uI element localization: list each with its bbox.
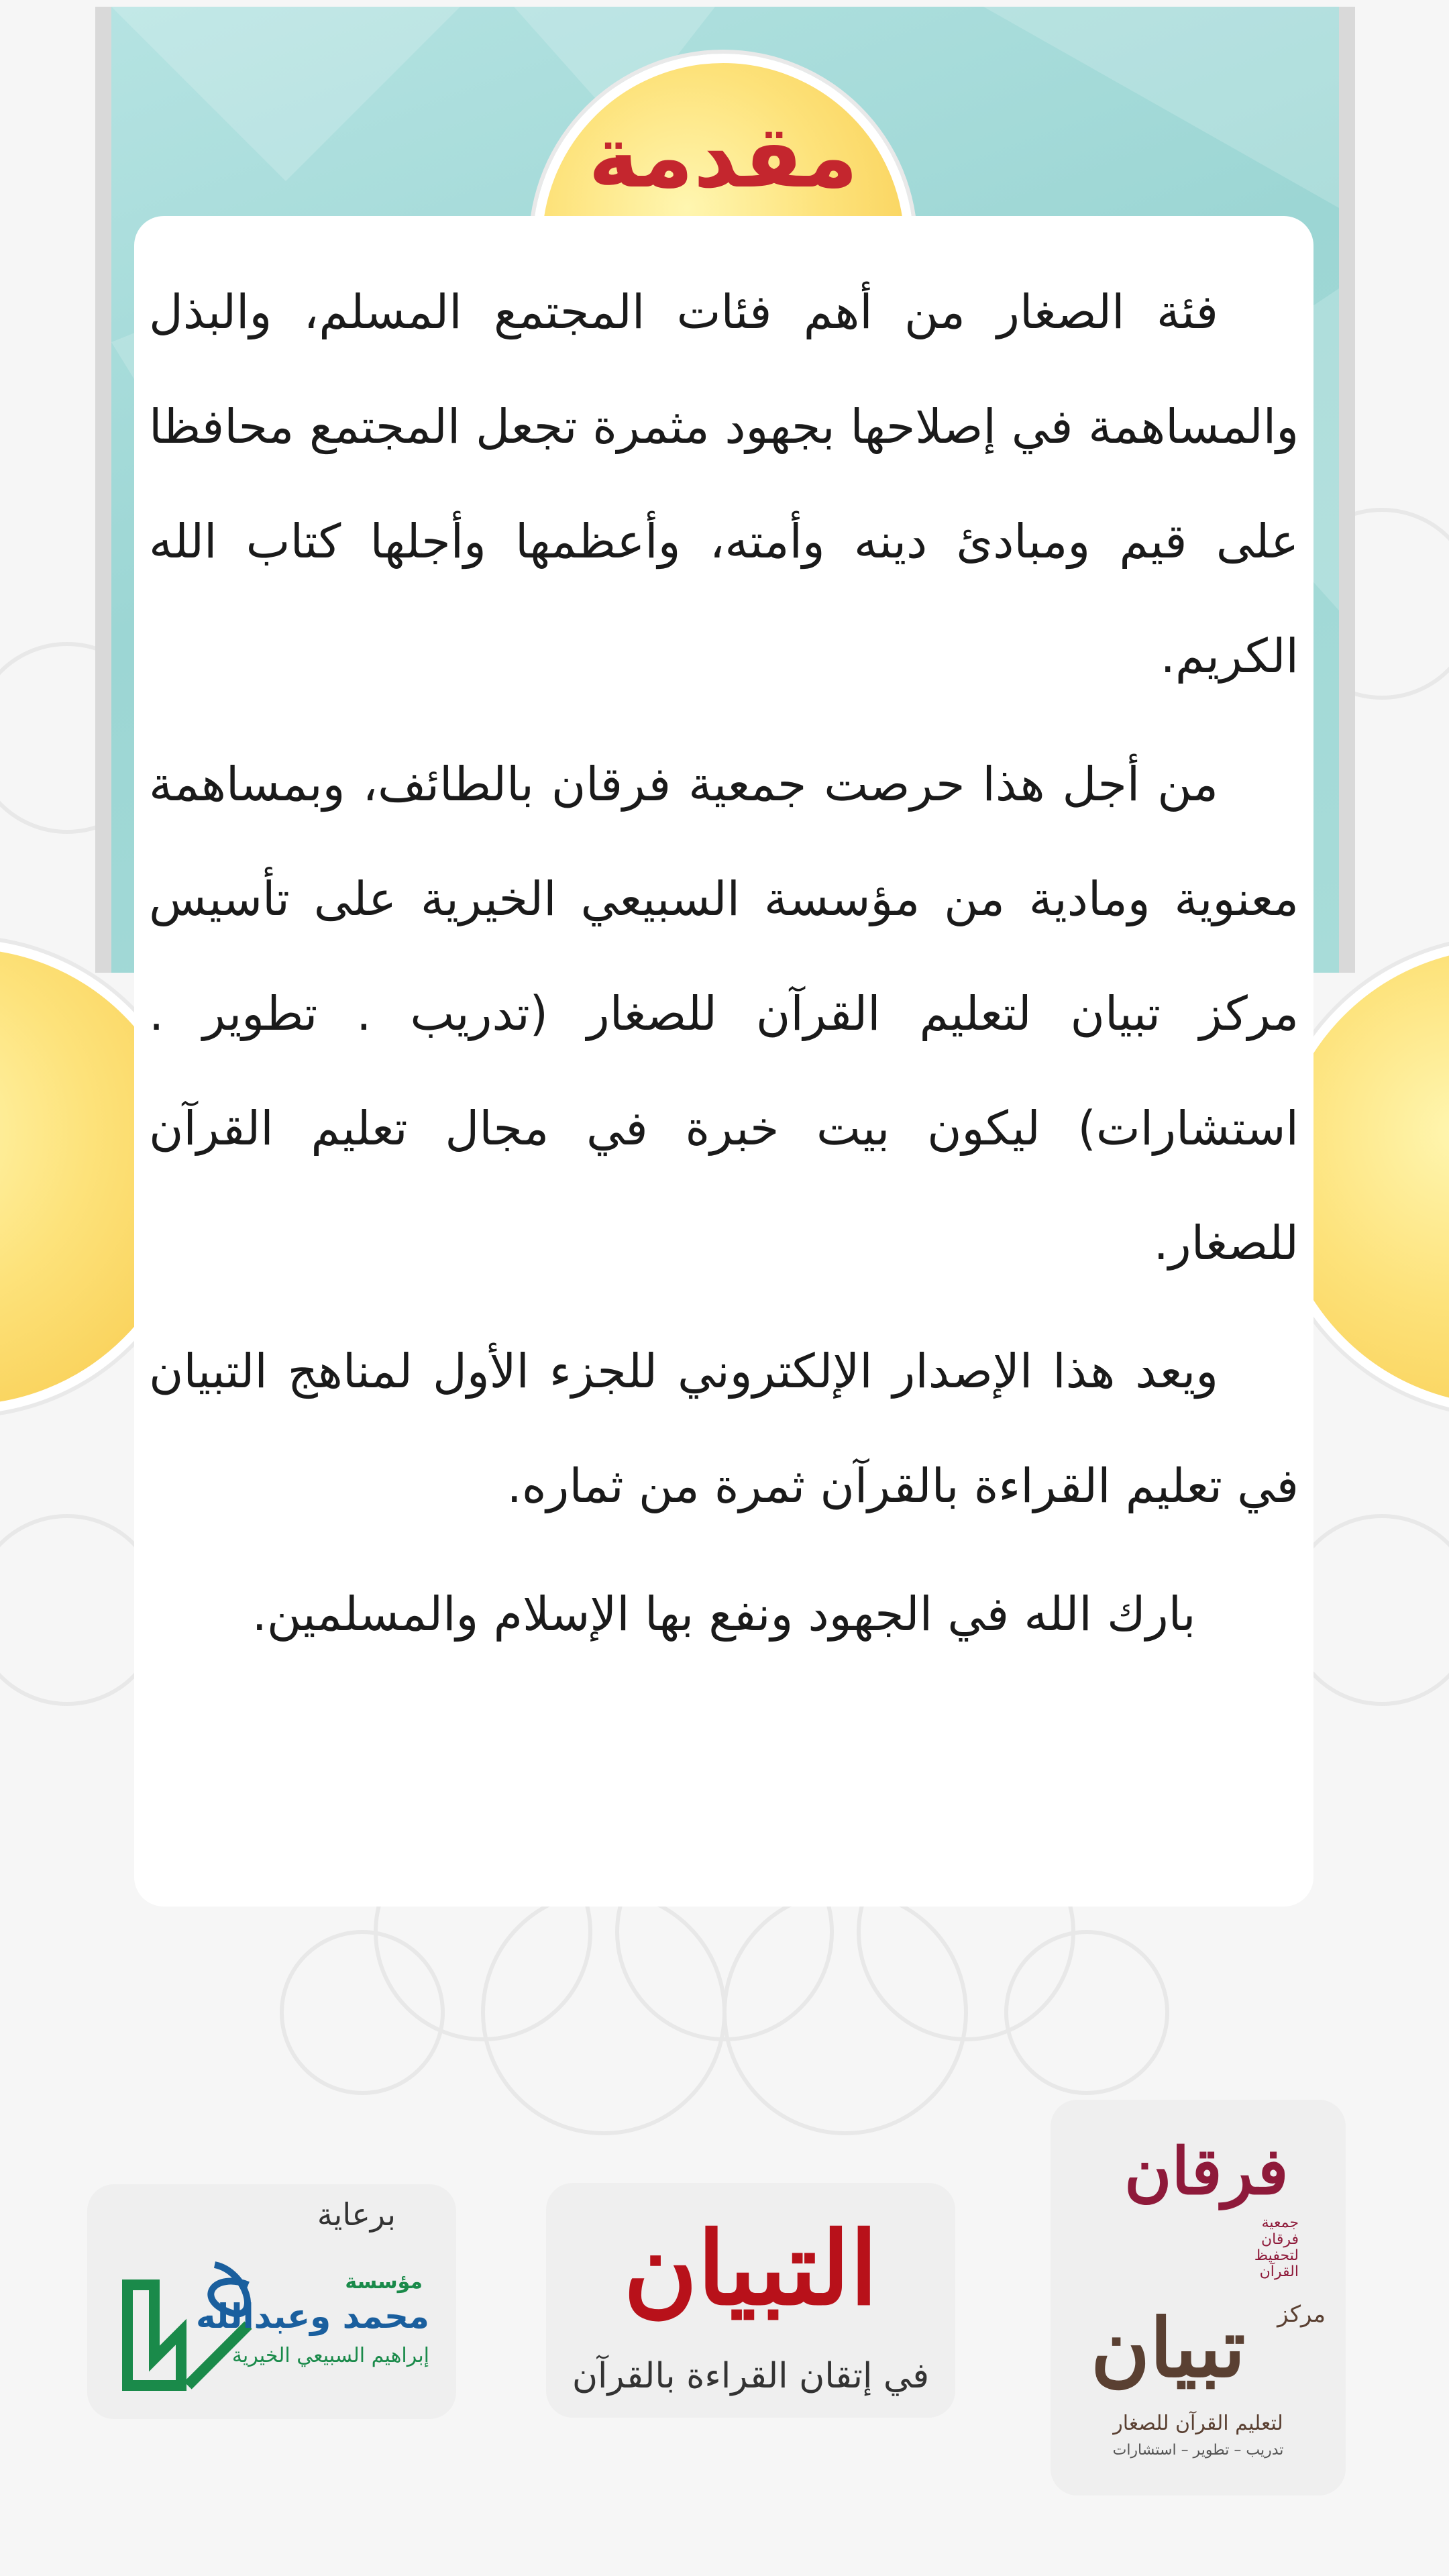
program-name: التبيان [623,2210,878,2328]
paragraph-3: ويعد هذا الإصدار الإلكتروني للجزء الأول لمناهج التبيان في تعليم القراءة بالقرآن ثمرة من ثماره. [149,1344,1299,1513]
sponsor-caption: برعاية [317,2196,396,2233]
sponsor-line1: مؤسسة [345,2270,423,2294]
paragraph-2: من أجل هذا حرصت جمعية فرقان بالطائف، وبمساهمة معنوية ومادية من مؤسسة السبيعي الخيرية على تأسيس مركز تبيان لتعليم القرآن للصغار (تدريب . تطوير . استشارات) ليكون بيت خبرة في مجال تعليم القرآن للصغار. [149,757,1299,1271]
panel-edge-right [1339,7,1355,973]
furqan-name: فرقان [1124,2133,1289,2209]
center-label: مركز [1277,2301,1326,2328]
panel-edge-left [95,7,111,973]
program-tagline: في إتقان القراءة بالقرآن [572,2356,930,2396]
closing-prayer: بارك الله في الجهود ونفع بها الإسلام والمسلمين. [252,1587,1196,1642]
furqan-line1: جمعية [1261,2214,1299,2231]
furqan-line2: فرقان [1260,2231,1299,2248]
page-title: مقدمة [588,107,859,207]
center-tagline: لتعليم القرآن للصغار [1113,2412,1283,2435]
sponsor-line2: محمد وعبدالله [196,2297,429,2336]
paragraph-1: فئة الصغار من أهم فئات المجتمع المسلم، والبذل والمساهمة في إصلاحها بجهود مثمرة تجعل المجتمع محافظا على قيم ومبادئ دينه وأمته، وأعظمها وأجلها كتاب الله الكريم. [149,284,1299,684]
center-services: تدريب – تطوير – استشارات [1112,2442,1284,2459]
sponsor-logo [87,2184,456,2419]
furqan-line3: لتحفيظ [1254,2247,1299,2264]
center-name: تبيان [1091,2301,1246,2396]
sponsor-line3: إبراهيم السبيعي الخيرية [231,2344,429,2367]
introduction-text [149,255,1299,1685]
furqan-line4: القرآن [1259,2263,1299,2280]
program-logo [546,2183,955,2418]
center-logo [1051,2100,1346,2496]
